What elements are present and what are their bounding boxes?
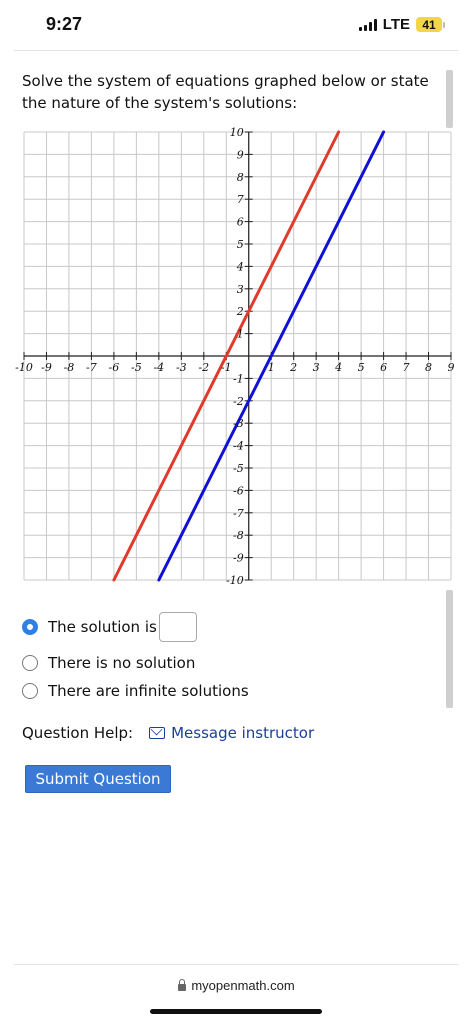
y-tick-label: -3: [233, 417, 244, 431]
signal-icon: [359, 19, 377, 31]
header-divider: [14, 50, 459, 51]
y-tick-label: 8: [236, 170, 244, 184]
submit-question-button[interactable]: Submit Question: [25, 765, 171, 793]
x-tick-label: 8: [425, 361, 433, 374]
answer-label-solution: The solution is: [48, 618, 157, 636]
message-instructor-label: Message instructor: [171, 724, 315, 742]
question-text: Solve the system of equations graphed below or state the nature of the system's solutions:: [22, 72, 429, 112]
answer-option-infinite[interactable]: [22, 682, 249, 700]
lock-icon: [178, 984, 186, 991]
question-help: [22, 724, 314, 742]
x-tick-label: 9: [447, 361, 455, 374]
x-tick-label: -7: [86, 361, 97, 374]
battery-icon: [416, 17, 445, 32]
x-tick-label: 2: [290, 361, 298, 374]
y-tick-label: -1: [233, 372, 244, 386]
y-tick-label: -8: [233, 529, 244, 543]
x-tick-label: -5: [131, 361, 142, 374]
y-tick-label: 5: [236, 238, 244, 251]
answer-option-no-solution[interactable]: [22, 654, 195, 672]
y-tick-label: -6: [233, 484, 244, 498]
radio-no-solution[interactable]: [22, 655, 38, 671]
y-tick-label: 2: [236, 305, 244, 319]
x-tick-label: -4: [153, 361, 165, 374]
footer-divider: [14, 964, 459, 965]
clock: 9:27: [46, 14, 83, 34]
x-tick-label: -2: [198, 361, 210, 374]
y-tick-label: -10: [226, 574, 244, 587]
y-tick-label: 7: [236, 193, 244, 207]
x-tick-label: -10: [15, 361, 33, 374]
x-tick-label: -8: [63, 361, 75, 374]
status-bar: [0, 0, 473, 50]
battery-level: 41: [416, 17, 442, 32]
y-tick-label: -4: [233, 439, 244, 453]
x-tick-label: -6: [108, 361, 120, 374]
answer-option-solution[interactable]: [22, 612, 197, 642]
y-tick-label: -7: [233, 506, 244, 520]
y-tick-label: -2: [233, 394, 244, 408]
mail-icon: [149, 727, 165, 739]
radio-solution[interactable]: [22, 619, 38, 635]
x-tick-label: 4: [335, 361, 343, 374]
solution-input[interactable]: [159, 612, 197, 642]
home-indicator[interactable]: [150, 1009, 322, 1014]
y-tick-label: 1: [236, 327, 244, 341]
x-tick-label: 7: [402, 361, 410, 374]
answer-label-infinite: There are infinite solutions: [48, 682, 249, 700]
question-help-label: Question Help:: [22, 724, 134, 742]
y-tick-label: 3: [236, 282, 244, 296]
network-label: LTE: [382, 16, 410, 33]
graph-svg: [0, 120, 473, 600]
status-indicators: [359, 16, 445, 33]
y-tick-label: 10: [229, 126, 244, 139]
y-tick-label: 6: [236, 215, 244, 229]
x-tick-label: 3: [312, 361, 320, 374]
url-bar[interactable]: [0, 978, 473, 993]
message-instructor-link[interactable]: [149, 724, 314, 742]
graph: [0, 120, 473, 600]
x-tick-label: -1: [220, 361, 232, 374]
radio-infinite[interactable]: [22, 683, 38, 699]
y-tick-label: 4: [236, 260, 244, 274]
answer-label-no-solution: There is no solution: [48, 654, 196, 672]
y-tick-label: 9: [236, 148, 244, 162]
scrollbar-answers[interactable]: [446, 590, 453, 708]
x-tick-label: -3: [175, 361, 187, 374]
x-tick-label: 6: [380, 361, 388, 374]
x-tick-label: -9: [41, 361, 52, 374]
x-tick-label: 5: [357, 361, 365, 374]
y-tick-label: -5: [233, 462, 244, 475]
x-tick-label: 1: [267, 361, 275, 374]
url-text: myopenmath.com: [191, 978, 295, 993]
y-tick-label: -9: [233, 551, 244, 565]
